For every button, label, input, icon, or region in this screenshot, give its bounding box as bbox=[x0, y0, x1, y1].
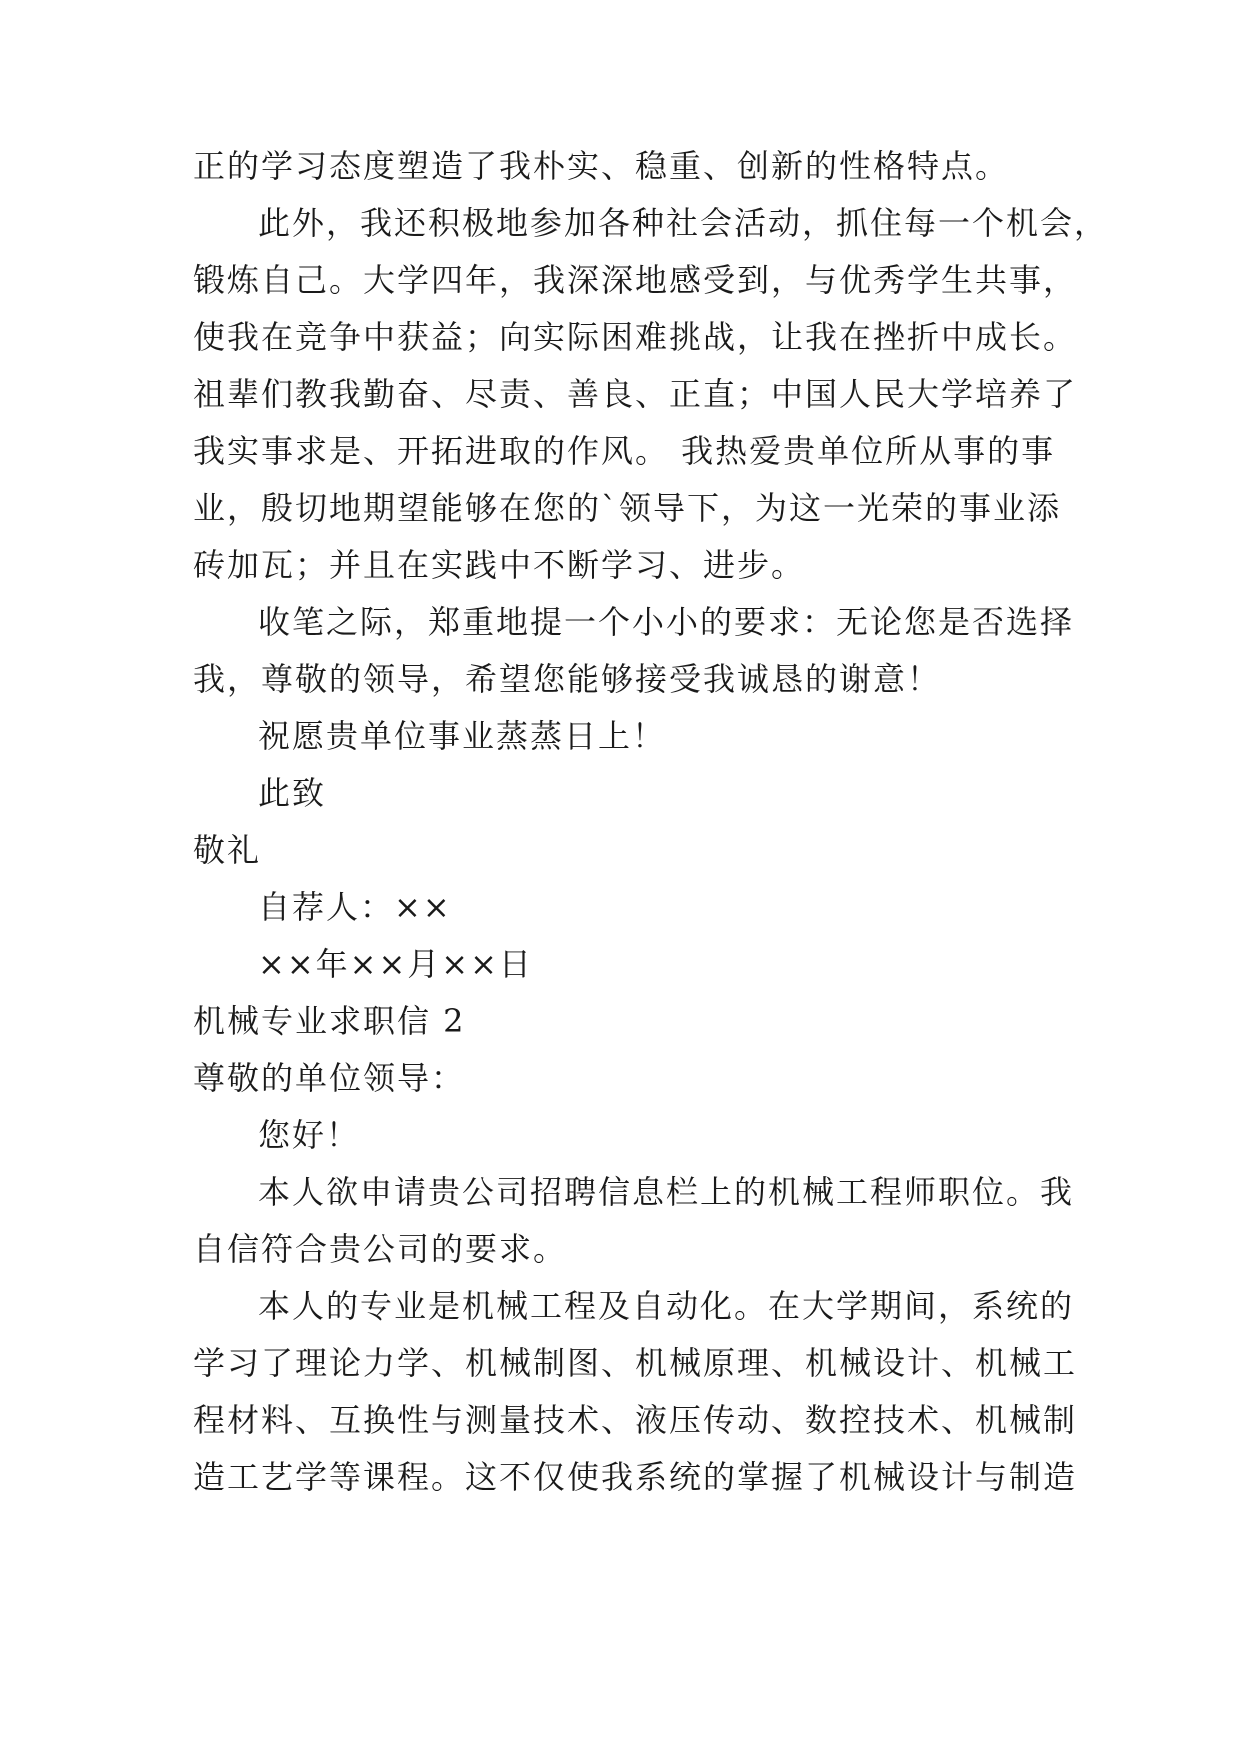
text-line: 业，殷切地期望能够在您的`领导下，为这一光荣的事业添 bbox=[193, 489, 1062, 527]
text-line: 自信符合贵公司的要求。 bbox=[193, 1230, 568, 1268]
section-title: 机械专业求职信 2 bbox=[193, 1002, 466, 1040]
text-line: 学习了理论力学、机械制图、机械原理、机械设计、机械工 bbox=[193, 1344, 1078, 1382]
letter-greeting: 尊敬的单位领导： bbox=[193, 1059, 466, 1097]
text-line: 正的学习态度塑造了我朴实、稳重、创新的性格特点。 bbox=[193, 147, 1010, 185]
text-line: 锻炼自己。大学四年，我深深地感受到，与优秀学生共事， bbox=[193, 261, 1078, 299]
text-line: 造工艺学等课程。这不仅使我系统的掌握了机械设计与制造 bbox=[193, 1458, 1078, 1496]
paragraph-line: 本人欲申请贵公司招聘信息栏上的机械工程师职位。我 bbox=[258, 1173, 1075, 1211]
closing-wish: 祝愿贵单位事业蒸蒸日上！ bbox=[258, 717, 667, 755]
text-line: 祖辈们教我勤奋、尽责、善良、正直；中国人民大学培养了 bbox=[193, 375, 1078, 413]
signature-name: 自荐人：×× bbox=[258, 888, 452, 926]
paragraph-line: 收笔之际，郑重地提一个小小的要求：无论您是否选择 bbox=[258, 603, 1075, 641]
text-line: 程材料、互换性与测量技术、液压传动、数控技术、机械制 bbox=[193, 1401, 1078, 1439]
paragraph-line: 此外，我还积极地参加各种社会活动，抓住每一个机会， bbox=[258, 204, 1109, 242]
salutation-cizhi: 此致 bbox=[258, 774, 327, 812]
text-line: 我实事求是、开拓进取的作风。 我热爱贵单位所从事的事 bbox=[193, 432, 1056, 470]
letter-hello: 您好！ bbox=[258, 1116, 361, 1154]
text-line: 我，尊敬的领导，希望您能够接受我诚恳的谢意！ bbox=[193, 660, 942, 698]
text-line: 砖加瓦；并且在实践中不断学习、进步。 bbox=[193, 546, 806, 584]
signature-date: ××年××月××日 bbox=[258, 945, 533, 983]
salutation-jingli: 敬礼 bbox=[193, 831, 262, 869]
text-line: 使我在竞争中获益；向实际困难挑战，让我在挫折中成长。 bbox=[193, 318, 1078, 356]
paragraph-line: 本人的专业是机械工程及自动化。在大学期间，系统的 bbox=[258, 1287, 1075, 1325]
